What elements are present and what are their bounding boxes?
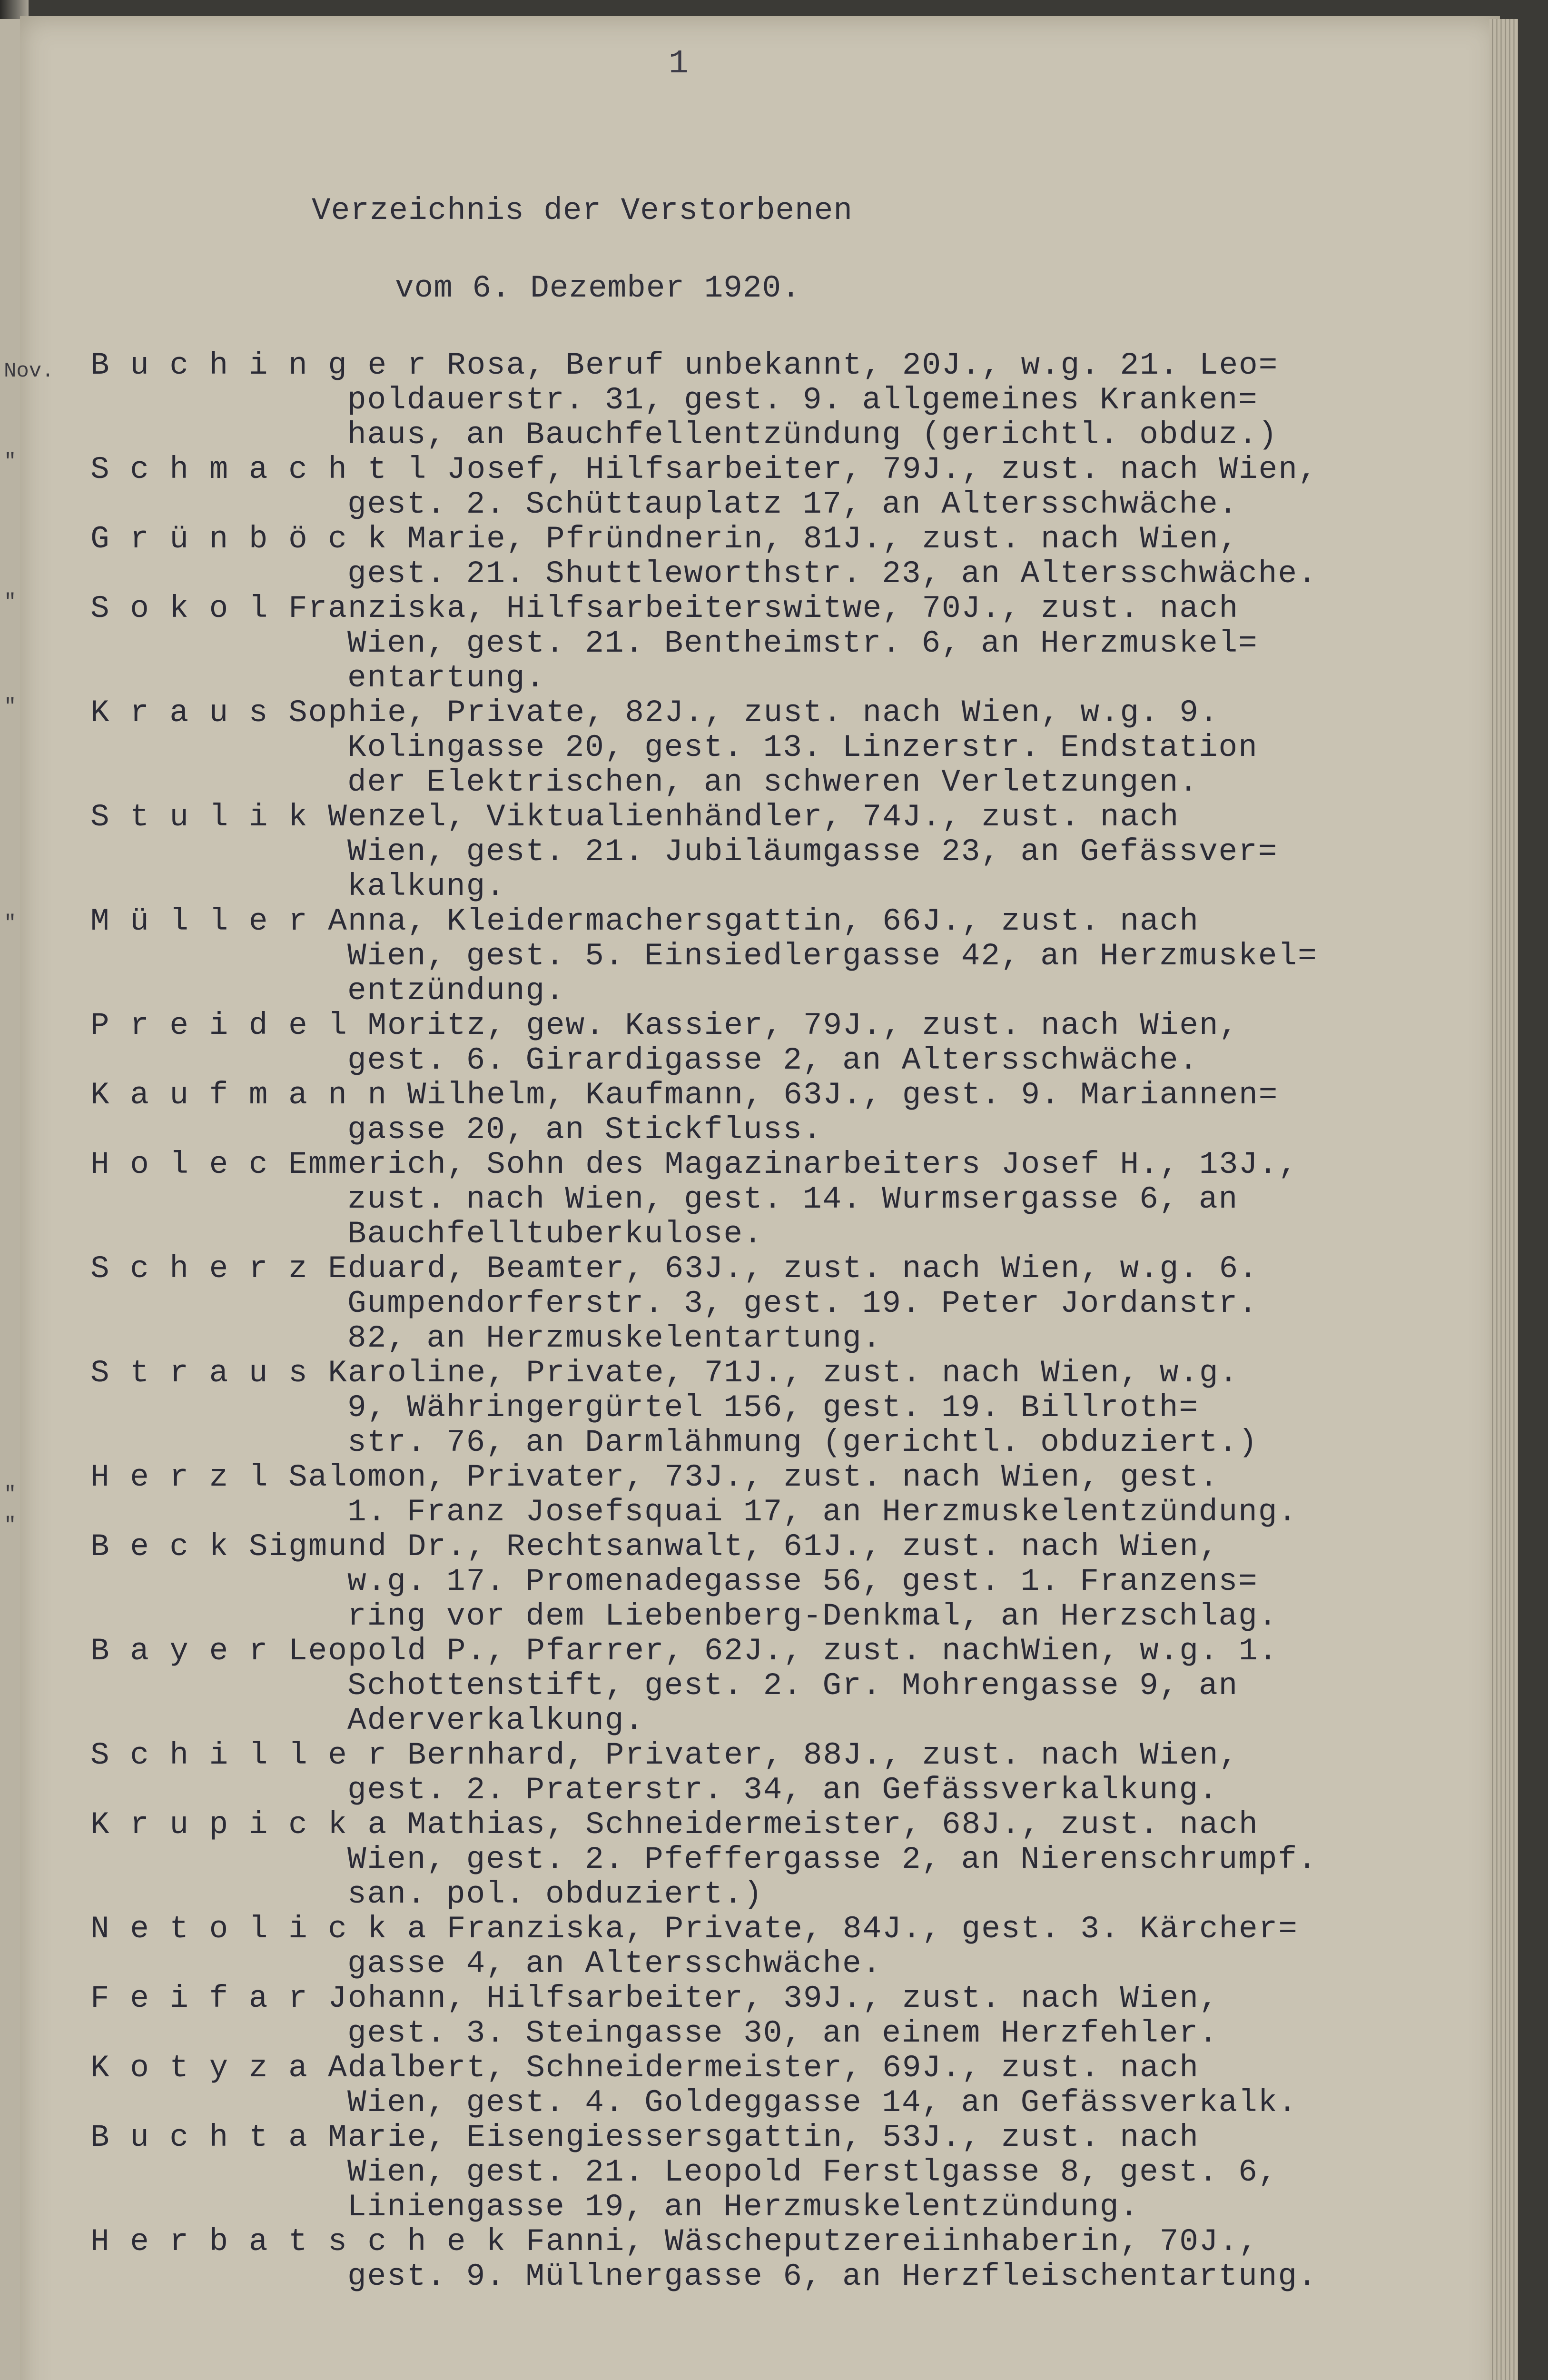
entry-continuation: haus, an Bauchfellentzündung (gerichtl. obduz.) — [347, 417, 1278, 453]
page-number: 1 — [669, 45, 689, 83]
entry-continuation: poldauerstr. 31, gest. 9. allgemeines Kranken= — [347, 382, 1258, 418]
entry-line: S c h i l l e r Bernhard, Privater, 88J., zust. nach Wien, — [90, 1737, 1239, 1773]
entry-line: P r e i d e l Moritz, gew. Kassier, 79J., zust. nach Wien, — [90, 1008, 1239, 1043]
entry-line: K o t y z a Adalbert, Schneidermeister, 69J., zust. nach — [90, 2050, 1199, 2086]
margin-ditto-mark: " — [4, 590, 17, 614]
entry-continuation: gest. 21. Shuttleworthstr. 23, an Altersschwäche. — [347, 556, 1318, 592]
entry-continuation: gest. 2. Praterstr. 34, an Gefässverkalkung. — [347, 1772, 1219, 1808]
entry-continuation: zust. nach Wien, gest. 14. Wurmsergasse 6, an — [347, 1181, 1239, 1217]
margin-month-mark: Nov. — [4, 359, 54, 383]
entry-line: B a y e r Leopold P., Pfarrer, 62J., zust. nachWien, w.g. 1. — [90, 1633, 1279, 1669]
entry-continuation: gasse 4, an Altersschwäche. — [347, 1946, 882, 1982]
entry-continuation: gasse 20, an Stickfluss. — [347, 1112, 823, 1148]
entry-continuation: Wien, gest. 21. Bentheimstr. 6, an Herzmuskel= — [347, 625, 1258, 661]
entry-line: S t r a u s Karoline, Private, 71J., zust. nach Wien, w.g. — [90, 1355, 1239, 1391]
entry-line: K a u f m a n n Wilhelm, Kaufmann, 63J., gest. 9. Mariannen= — [90, 1077, 1279, 1113]
entry-line: S c h e r z Eduard, Beamter, 63J., zust. nach Wien, w.g. 6. — [90, 1251, 1259, 1287]
entry-line: S c h m a c h t l Josef, Hilfsarbeiter, 79J., zust. nach Wien, — [90, 452, 1318, 487]
entry-line: K r a u s Sophie, Private, 82J., zust. nach Wien, w.g. 9. — [90, 695, 1219, 731]
entry-line: G r ü n b ö c k Marie, Pfründnerin, 81J., zust. nach Wien, — [90, 521, 1239, 557]
entry-continuation: gest. 3. Steingasse 30, an einem Herzfehler. — [347, 2015, 1219, 2051]
entry-continuation: gest. 6. Girardigasse 2, an Altersschwäche. — [347, 1042, 1199, 1078]
entry-continuation: Wien, gest. 21. Leopold Ferstlgasse 8, gest. 6, — [347, 2154, 1278, 2190]
entry-continuation: Gumpendorferstr. 3, gest. 19. Peter Jordanstr. — [347, 1286, 1258, 1321]
entry-continuation: Schottenstift, gest. 2. Gr. Mohrengasse 9, an — [347, 1668, 1239, 1704]
entry-line: S o k o l Franziska, Hilfsarbeiterswitwe, 70J., zust. nach — [90, 591, 1239, 626]
entry-continuation: gest. 2. Schüttauplatz 17, an Altersschwäche. — [347, 486, 1239, 522]
entry-line: K r u p i c k a Mathias, Schneidermeister, 68J., zust. nach — [90, 1807, 1259, 1843]
entry-continuation: gest. 9. Müllnergasse 6, an Herzfleischentartung. — [347, 2259, 1318, 2294]
margin-ditto-mark: " — [4, 450, 17, 474]
entry-continuation: 1. Franz Josefsquai 17, an Herzmuskelentzündung. — [347, 1494, 1298, 1530]
entry-continuation: str. 76, an Darmlähmung (gerichtl. obduziert.) — [347, 1425, 1258, 1460]
entry-continuation: Wien, gest. 4. Goldeggasse 14, an Gefässverkalk. — [347, 2085, 1298, 2121]
entry-line: B u c h i n g e r Rosa, Beruf unbekannt, 20J., w.g. 21. Leo= — [90, 347, 1279, 383]
entry-line: F e i f a r Johann, Hilfsarbeiter, 39J., zust. nach Wien, — [90, 1981, 1219, 2016]
entry-continuation: 82, an Herzmuskelentartung. — [347, 1320, 882, 1356]
entry-continuation: Liniengasse 19, an Herzmuskelentzündung. — [347, 2189, 1140, 2225]
entry-continuation: Wien, gest. 2. Pfeffergasse 2, an Nierenschrumpf. — [347, 1842, 1318, 1877]
entry-continuation: w.g. 17. Promenadegasse 56, gest. 1. Franzens= — [347, 1564, 1258, 1599]
entry-continuation: Wien, gest. 5. Einsiedlergasse 42, an Herzmuskel= — [347, 938, 1318, 974]
margin-ditto-mark: " — [4, 912, 17, 935]
entry-continuation: entartung. — [347, 660, 546, 696]
entry-line: H o l e c Emmerich, Sohn des Magazinarbeiters Josef H., 13J., — [90, 1147, 1298, 1182]
entry-continuation: entzündung. — [347, 973, 565, 1009]
entry-line: H e r b a t s c h e k Fanni, Wäscheputzereiinhaberin, 70J., — [90, 2224, 1259, 2260]
entry-continuation: 9, Währingergürtel 156, gest. 19. Billroth= — [347, 1390, 1199, 1426]
margin-ditto-mark: " — [4, 1483, 17, 1507]
entry-continuation: kalkung. — [347, 869, 506, 904]
entry-continuation: san. pol. obduziert.) — [347, 1876, 763, 1912]
page-stack-edges — [1489, 19, 1518, 2380]
entry-continuation: ring vor dem Liebenberg-Denkmal, an Herzschlag. — [347, 1598, 1278, 1634]
entry-line: S t u l i k Wenzel, Viktualienhändler, 74J., zust. nach — [90, 799, 1180, 835]
entry-continuation: Aderverkalkung. — [347, 1703, 645, 1738]
entry-line: N e t o l i c k a Franziska, Private, 84J., gest. 3. Kärcher= — [90, 1911, 1298, 1947]
document-subtitle: vom 6. Dezember 1920. — [395, 270, 801, 306]
entry-continuation: Wien, gest. 21. Jubiläumgasse 23, an Gefässver= — [347, 834, 1278, 870]
entry-line: B u c h t a Marie, Eisengiessersgattin, 53J., zust. nach — [90, 2120, 1199, 2155]
entry-line: B e c k Sigmund Dr., Rechtsanwalt, 61J., zust. nach Wien, — [90, 1529, 1219, 1565]
entry-continuation: Bauchfelltuberkulose. — [347, 1216, 763, 1252]
margin-ditto-mark: " — [4, 1514, 17, 1537]
document-title: Verzeichnis der Verstorbenen — [312, 193, 853, 228]
entry-line: M ü l l e r Anna, Kleidermachersgattin, 66J., zust. nach — [90, 903, 1199, 939]
margin-ditto-mark: " — [4, 695, 17, 719]
entry-continuation: der Elektrischen, an schweren Verletzungen. — [347, 764, 1199, 800]
entry-continuation: Kolingasse 20, gest. 13. Linzerstr. Endstation — [347, 730, 1258, 765]
entry-line: H e r z l Salomon, Privater, 73J., zust. nach Wien, gest. — [90, 1459, 1219, 1495]
